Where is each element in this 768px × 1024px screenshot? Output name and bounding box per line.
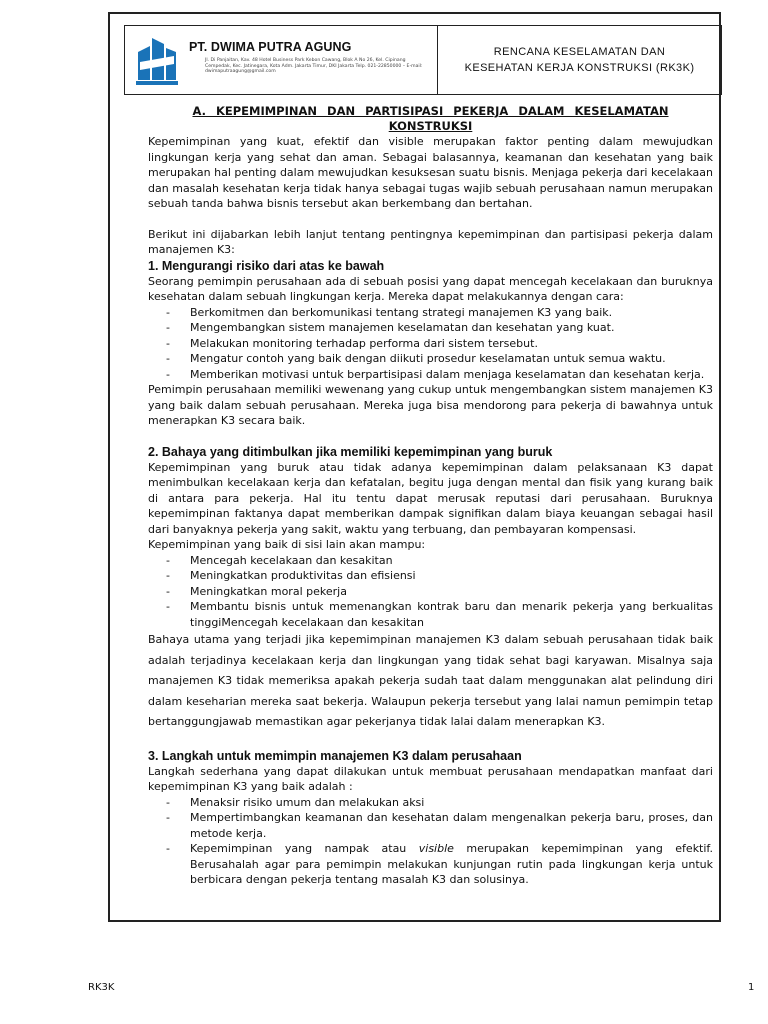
document-title-line-2: KESEHATAN KERJA KONSTRUKSI (RK3K): [464, 62, 695, 74]
list-item: - Meningkatkan moral pekerja: [148, 584, 713, 600]
subsection-3-paragraph: Langkah sederhana yang dapat dilakukan untuk membuat perusahaan mendapatkan manfaat dari kepemimpinan K3 yang baik adalah :: [148, 764, 713, 793]
subsection-2-list: [148, 553, 713, 631]
subsection-1-closing: Pemimpin perusahaan memiliki wewenang yang cukup untuk mengembangkan sistem manajemen K3 yang baik dalam sebuah perusahaan. Mereka juga bisa mendorong para pekerja di bawahnya untuk menerapkan K3 secara baik.: [148, 383, 713, 427]
list-item: - Menaksir risiko umum dan melakukan aksi: [148, 795, 713, 811]
subsection-3-heading: 3. Langkah untuk memimpin manajemen K3 dalam perusahaan: [148, 748, 522, 763]
section-intro: Kepemimpinan yang kuat, efektif dan visible merupakan faktor penting dalam mewujudkan lingkungan kerja yang sehat dan aman. Sebagai balasannya, keamanan dan kesehatan yang baik merupakan hal penting dalam mewujudkan kesuksesan suatu bisnis. Menjaga pekerja dari kecelakaan dan masalah kesehatan kerja tidak hanya sebagai tugas wajib sebuah perusahaan namun merupakan sebuah tanda bahwa bisnis tersebut akan berkembang dan bertahan.: [148, 135, 713, 210]
list-item: - Mencegah kecelakaan dan kesakitan: [148, 553, 713, 569]
list-item: - Meningkatkan produktivitas dan efisiensi: [148, 568, 713, 584]
list-item-text: Kepemimpinan yang nampak atau: [190, 842, 419, 855]
subsection-2-closing: Bahaya utama yang terjadi jika kepemimpinan manajemen K3 dalam sebuah perusahaan tidak baik adalah terjadinya kecelakaan kerja dan lingkungan yang tidak sehat bagi karyawan. Misalnya saja manajemen K3 tidak memeriksa apakah pekerja sudah taat dalam menggunakan alat pelindung diri dalam keseharian mereka saat bekerja. Walaupun pekerja tersebut yang lalai namun pemimpin tetap bertanggungjawab memastikan agar pekerjanya tidak lalai dalam menerapkan K3.: [148, 633, 713, 728]
subsection-3-list: [148, 795, 713, 888]
subsection-2-heading: 2. Bahaya yang ditimbulkan jika memiliki kepemimpinan yang buruk: [148, 444, 553, 459]
company-name: PT. DWIMA PUTRA AGUNG: [189, 40, 352, 54]
list-item: - Melakukan monitoring terhadap performa dari sistem tersebut.: [148, 336, 713, 352]
list-item-text: merupakan kepemimpinan yang efektif. Berusahalah agar para pemimpin melakukan kunjungan rutin pada lingkungan kerja untuk berbicara dengan pekerja tentang masalah K3 dan solusinya.: [190, 842, 713, 886]
list-item: - Mempertimbangkan keamanan dan kesehatan dalam mengenalkan pekerja baru, proses, dan metode kerja.: [148, 810, 713, 841]
list-item: - Membantu bisnis untuk memenangkan kontrak baru dan menarik pekerja yang berkualitas tinggiMencegah kecelakaan dan kesakitan: [148, 599, 713, 630]
footer-page-number: 1: [748, 982, 755, 993]
company-address: Jl. Di Panjaitan, Kav. 48 Hotel Business Park Kebon Cawang, Blok A No 26, Kel. Cipinang Cempedak, Kec. Jatinegara, Kota Adm. Jakarta Timur, DKI Jakarta Telp. 021-22850000 – E-mail: dwimaputraagung@gmail.com: [205, 58, 423, 75]
document-header: [124, 25, 722, 95]
document-title-block: [438, 26, 721, 94]
section-title: A. KEPEMIMPINAN DAN PARTISIPASI PEKERJA DALAM KESELAMATAN KONSTRUKSI: [192, 104, 669, 133]
document-title-line-1: RENCANA KESELAMATAN DAN: [493, 46, 666, 58]
list-item-italic-term: visible: [418, 842, 454, 855]
section-lead-in: Berikut ini dijabarkan lebih lanjut tentang pentingnya kepemimpinan dan partisipasi pekerja dalam manajemen K3:: [148, 227, 713, 256]
list-item: - Mengatur contoh yang baik dengan diikuti prosedur keselamatan untuk semua waktu.: [148, 351, 713, 367]
company-logo-icon: [136, 34, 178, 86]
subsection-2-lead: Kepemimpinan yang baik di sisi lain akan mampu:: [148, 538, 426, 551]
list-item: - Berkomitmen dan berkomunikasi tentang strategi manajemen K3 yang baik.: [148, 305, 713, 321]
subsection-2-paragraph: Kepemimpinan yang buruk atau tidak adanya kepemimpinan dalam pelaksanaan K3 dapat menimbulkan kecelakaan kerja dan kefatalan, begitu juga dengan mental dan fisik yang kurang baik di antara para pekerja. Hal itu tentu dapat merusak reputasi dari perusahaan. Buruknya kepemimpinan faktanya dapat memberikan dampak signifikan dalam biaya keuangan sebagai hasil dari banyaknya pekerja yang sakit, waktu yang terbuang, dan pembayaran kompensasi.: [148, 460, 713, 536]
list-item: - Mengembangkan sistem manajemen keselamatan dan kesehatan yang kuat.: [148, 320, 713, 336]
document-body: [148, 104, 713, 888]
subsection-1-paragraph: Seorang pemimpin perusahaan ada di sebuah posisi yang dapat mencegah kecelakaan dan buruknya kesehatan dalam sebuah lingkungan kerja. Mereka dapat melakukannya dengan cara:: [148, 274, 713, 303]
subsection-1-list: [148, 305, 713, 383]
company-block: [125, 26, 438, 94]
list-item: - Memberikan motivasi untuk berpartisipasi dalam menjaga keselamatan dan kesehatan kerja.: [148, 367, 713, 383]
list-item: [148, 841, 713, 888]
subsection-1-heading: 1. Mengurangi risiko dari atas ke bawah: [148, 258, 385, 273]
footer-document-code: RK3K: [88, 982, 115, 993]
